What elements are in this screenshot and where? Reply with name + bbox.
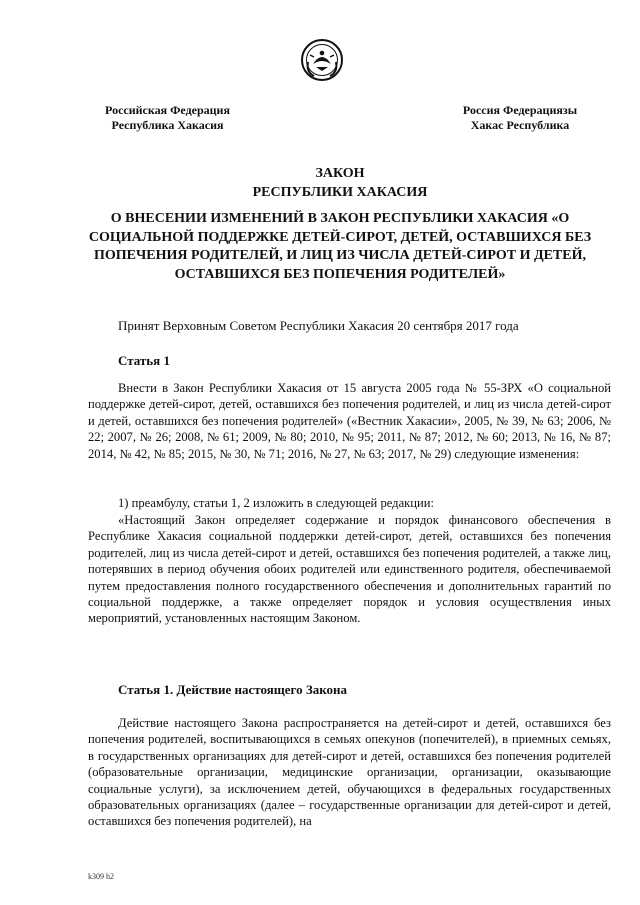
document-type: ЗАКОН — [315, 166, 365, 181]
document-title: О ВНЕСЕНИИ ИЗМЕНЕНИЙ В ЗАКОН РЕСПУБЛИКИ ХАКАСИЯ «О СОЦИАЛЬНОЙ ПОДДЕРЖКЕ ДЕТЕЙ-СИРОТ, ДЕТЕЙ, ОСТАВШИХСЯ БЕЗ ПОПЕЧЕНИЯ РОДИТЕЛЕЙ, И ЛИЦ ИЗ ЧИСЛА ДЕТЕЙ-СИРОТ И ДЕТЕЙ, ОСТАВШИХСЯ БЕЗ ПОПЕЧЕНИЯ РОДИТЕЛЕЙ» — [88, 211, 592, 282]
header-right-block — [440, 103, 600, 133]
coat-of-arms-icon — [300, 38, 344, 82]
header-left-line2: Республика Хакасия — [111, 118, 224, 132]
footer-code: k309 h2 — [88, 872, 114, 881]
header-left-line1: Российская Федерация — [105, 103, 230, 117]
header-right-line2: Хакас Республика — [470, 118, 570, 132]
article-1-paragraph-3: «Настоящий Закон определяет содержание и порядок финансового обеспечения в Республике Хакасия социальной поддержки детей-сирот, детей, оставшихся без попечения родителей, лиц из числа детей-сирот и детей, оставшихся без попечения родителей, а также лиц, потерявших в период обучения обоих родителей или единственного родителя, обеспечиваемой путем предоставления полного государственного обеспечения и дополнительных гарантий по социальной поддержке, а также определяет порядок и условия осуществления иных мероприятий, установленных настоящим Законом. — [88, 513, 611, 626]
article-1-paragraph-2: 1) преамбулу, статьи 1, 2 изложить в следующей редакции: — [118, 496, 435, 510]
document-issuer: РЕСПУБЛИКИ ХАКАСИЯ — [252, 185, 428, 200]
article-1-heading: Статья 1 — [118, 353, 170, 368]
inner-article-1-heading: Статья 1. Действие настоящего Закона — [118, 682, 348, 697]
header-right-line1: Россия Федерациязы — [462, 103, 578, 117]
adoption-note: Принят Верховным Советом Республики Хакасия 20 сентября 2017 года — [118, 318, 519, 333]
header-left-block — [80, 103, 255, 133]
article-1-paragraph-1: Внести в Закон Республики Хакасия от 15 августа 2005 года № 55-ЗРХ «О социальной поддержке детей-сирот, детей, оставшихся без попечения родителей, и лиц из числа детей-сирот и детей, оставшихся без попечения родителей» («Вестник Хакасии», 2005, № 39, № 63; 2006, № 22; 2007, № 26; 2008, № 61; 2009, № 80; 2010, № 95; 2011, № 87; 2012, № 60; 2013, № 16, № 87; 2014, № 42, № 85; 2015, № 30, № 71; 2016, № 27, № 63; 2017, № 29) следующие изменения: — [88, 381, 611, 461]
inner-article-1-paragraph-1: Действие настоящего Закона распространяется на детей-сирот и детей, оставшихся без попечения родителей, воспитывающихся в семьях опекунов (попечителей), в приемных семьях, в государственных организациях для детей-сирот и детей, оставшихся без попечения родителей (образовательные организации, медицинские организации, организации, оказывающие социальные услуги), за исключением детей, обучающихся в федеральных государственных образовательных организациях (далее – государственные организации для детей-сирот и детей, оставшихся без попечения родителей), на — [88, 716, 611, 829]
